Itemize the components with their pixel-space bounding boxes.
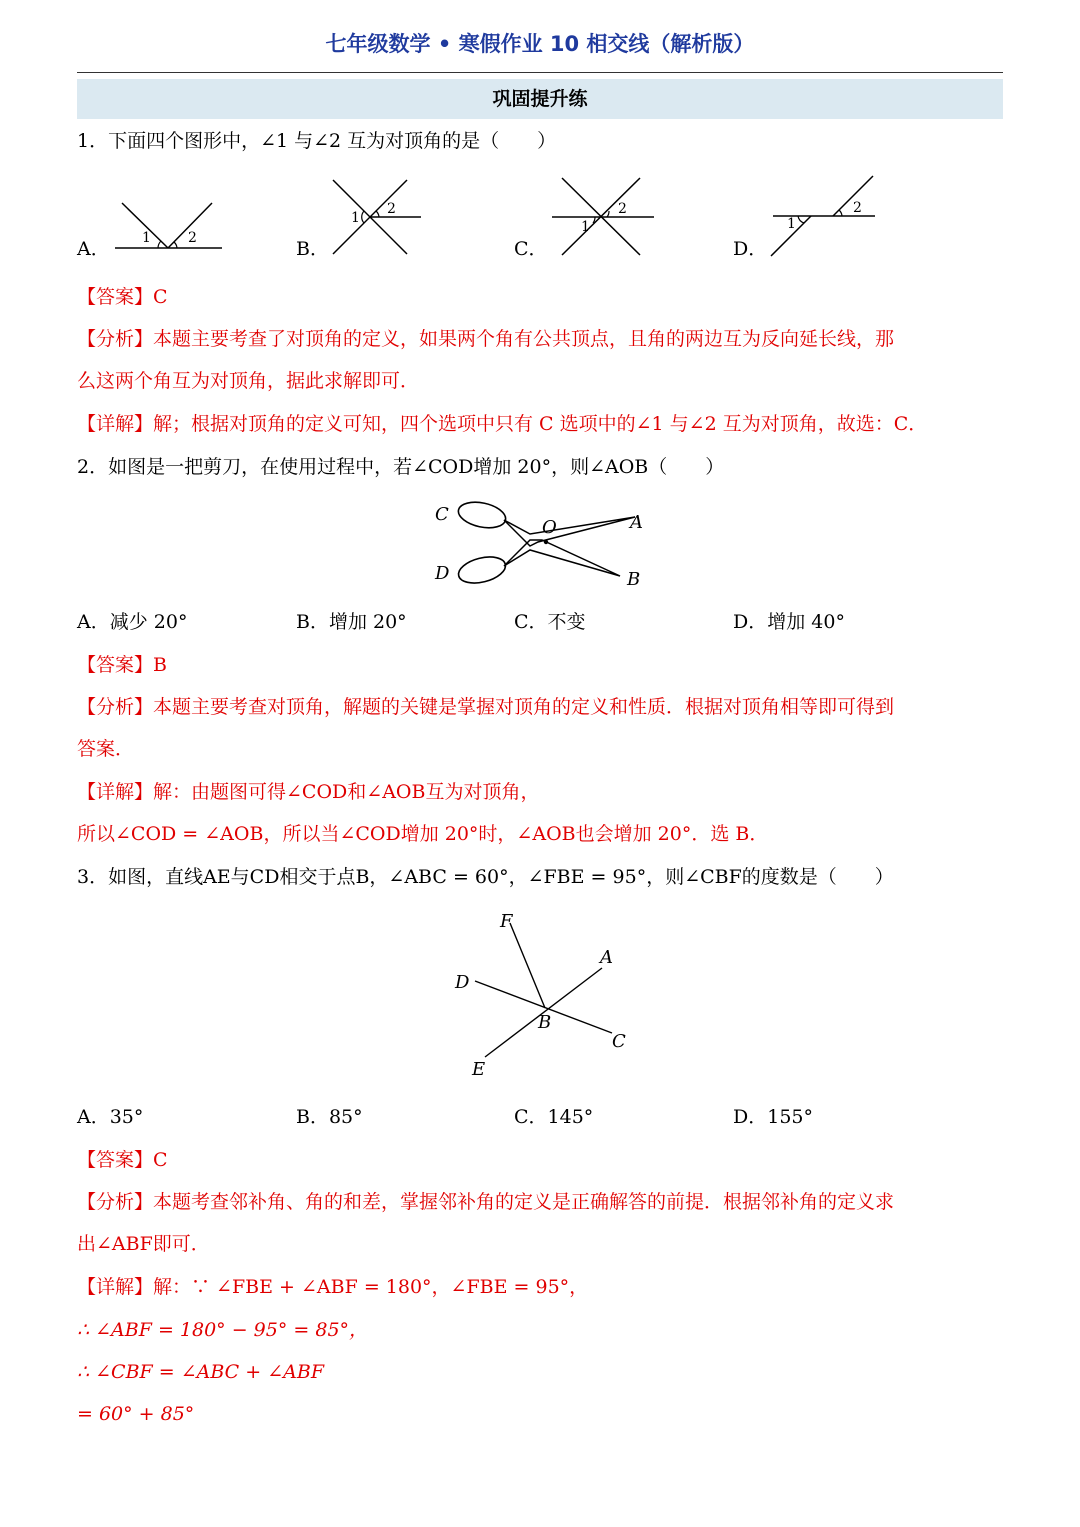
q3-detail-line-3: ∴ ∠CBF = ∠ABC + ∠ABF — [77, 1361, 325, 1383]
scissors-blade-upper — [504, 517, 635, 546]
q3-analysis-line-1 — [77, 1189, 894, 1215]
label-c: C — [435, 504, 449, 525]
q2-option-c: C．不变 — [514, 611, 586, 633]
angle-arc — [839, 210, 842, 216]
answer-tag: 【答案】 — [77, 1149, 154, 1171]
angle-2-label: 2 — [387, 201, 396, 217]
angle-2-label: 2 — [853, 200, 862, 216]
q1-option-d-label: D． — [733, 238, 768, 260]
q2-option-a: A．减少 20° — [77, 611, 188, 633]
q1-option-b-label: B． — [296, 238, 329, 260]
q3-detail-line-1 — [77, 1274, 588, 1300]
q2-option-d: D．增加 40° — [733, 611, 845, 633]
q2-analysis-line-1 — [77, 694, 894, 720]
section-heading: 巩固提升练 — [77, 79, 1003, 119]
angle-arc — [798, 216, 804, 223]
q3-figure — [450, 905, 640, 1080]
q2-detail-line-1 — [77, 779, 539, 805]
scissors-handle-upper — [456, 498, 508, 531]
answer-value: C — [153, 286, 168, 308]
label-a: A — [630, 512, 643, 533]
detail-tag: 【详解】 — [77, 781, 154, 803]
angle-arc — [158, 241, 161, 248]
ray-bf — [510, 923, 545, 1008]
angle-arc — [174, 242, 177, 248]
angle-arc — [607, 211, 609, 217]
q1-detail — [77, 411, 927, 437]
angle-arc — [376, 211, 379, 217]
angle-1-label: 1 — [142, 230, 151, 246]
q1-analysis-line-2: 么这两个角互为对顶角，据此求解即可． — [77, 370, 420, 392]
q2-option-b: B．增加 20° — [296, 611, 407, 633]
label-a: A — [600, 947, 613, 968]
q3-detail-line-2: ∴ ∠ABF = 180° − 95° = 85°， — [77, 1319, 369, 1341]
label-e: E — [472, 1059, 486, 1080]
label-f: F — [500, 911, 513, 932]
q1-stem: 1．下面四个图形中，∠1 与∠2 互为对顶角的是（ ） — [77, 130, 557, 152]
q1-answer — [77, 284, 168, 310]
analysis-text: 本题主要考查对顶角，解题的关键是掌握对顶角的定义和性质．根据对顶角相等即可得到 — [153, 696, 895, 718]
analysis-text: 本题主要考查了对顶角的定义，如果两个角有公共顶点，且角的两边互为反向延长线，那 — [153, 328, 895, 350]
scissors-handle-lower — [456, 553, 508, 588]
detail-tag: 【详解】 — [77, 413, 154, 435]
analysis-tag: 【分析】 — [77, 1191, 154, 1213]
q3-analysis-line-2: 出∠ABF即可． — [77, 1233, 210, 1255]
pivot-point — [544, 540, 548, 544]
angle-2-label: 2 — [188, 230, 197, 246]
answer-value: B — [153, 654, 167, 676]
q2-analysis-line-2: 答案． — [77, 738, 135, 760]
q3-option-b: B．85° — [296, 1106, 363, 1128]
analysis-tag: 【分析】 — [77, 696, 154, 718]
q3-answer — [77, 1147, 168, 1173]
analysis-text: 本题考查邻补角、角的和差，掌握邻补角的定义是正确解答的前提．根据邻补角的定义求 — [153, 1191, 895, 1213]
answer-tag: 【答案】 — [77, 654, 154, 676]
detail-text: 解：由题图可得∠COD和∠AOB互为对顶角， — [153, 781, 540, 803]
angle-2-label: 2 — [618, 201, 627, 217]
label-b: B — [627, 569, 641, 590]
title-divider — [77, 72, 1003, 73]
q3-stem: 3．如图，直线AE与CD相交于点B，∠ABC = 60°，∠FBE = 95°，则∠CBF的度数是（ ） — [77, 866, 894, 888]
q1-option-c-label: C． — [514, 238, 548, 260]
angle-arc — [362, 211, 364, 223]
label-o: O — [542, 517, 557, 538]
label-c: C — [612, 1031, 626, 1052]
q2-scissors-figure — [430, 490, 660, 595]
scissors-blade-lower — [504, 540, 620, 576]
detail-text: 解；根据对顶角的定义可知，四个选项中只有 C 选项中的∠1 与∠2 互为对顶角，故选：C． — [153, 413, 928, 435]
angle-1-label: 1 — [787, 216, 796, 232]
q1-option-a-label: A． — [77, 238, 110, 260]
page-title: 七年级数学 • 寒假作业 10 相交线（解析版） — [325, 32, 755, 56]
label-d: D — [435, 563, 450, 584]
q1-figure-c — [548, 175, 658, 260]
answer-tag: 【答案】 — [77, 286, 154, 308]
label-d: D — [455, 972, 470, 993]
angle-1-label: 1 — [581, 219, 590, 235]
q1-analysis-line-1 — [77, 326, 894, 352]
analysis-tag: 【分析】 — [77, 328, 154, 350]
q2-detail-line-2: 所以∠COD = ∠AOB，所以当∠COD增加 20°时，∠AOB也会增加 20°．选 B． — [77, 823, 769, 845]
q3-detail-line-4: = 60° + 85° — [77, 1403, 195, 1425]
q2-answer — [77, 652, 167, 678]
answer-value: C — [153, 1149, 168, 1171]
q3-option-a: A．35° — [77, 1106, 144, 1128]
q1-figure-a — [110, 195, 230, 255]
q2-stem: 2．如图是一把剪刀，在使用过程中，若∠COD增加 20°，则∠AOB（ ） — [77, 456, 725, 478]
q1-figure-d — [765, 172, 880, 260]
q3-option-d: D．155° — [733, 1106, 813, 1128]
q1-figure-b — [325, 175, 425, 260]
q3-option-c: C．145° — [514, 1106, 594, 1128]
detail-text: 解：∵ ∠FBE + ∠ABF = 180°，∠FBE = 95°， — [153, 1276, 589, 1298]
detail-tag: 【详解】 — [77, 1276, 154, 1298]
angle-1-label: 1 — [351, 210, 360, 226]
label-b: B — [538, 1012, 552, 1033]
